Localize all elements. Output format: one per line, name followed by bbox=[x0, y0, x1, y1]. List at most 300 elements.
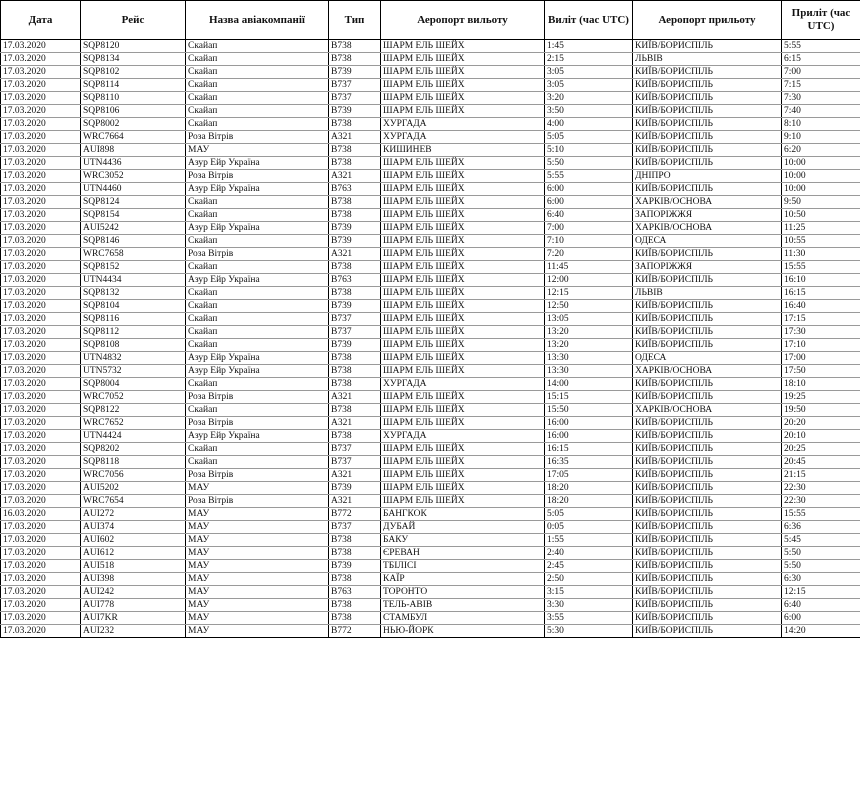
cell-arrival-time: 20:45 bbox=[782, 456, 860, 469]
cell-airline: Азур Ейр Україна bbox=[186, 365, 329, 378]
cell-departure-time: 0:05 bbox=[545, 521, 633, 534]
cell-date: 17.03.2020 bbox=[1, 235, 81, 248]
cell-arrival-time: 11:30 bbox=[782, 248, 860, 261]
table-row bbox=[1, 521, 860, 534]
cell-date: 17.03.2020 bbox=[1, 196, 81, 209]
cell-type: B739 bbox=[329, 339, 381, 352]
cell-airline: Азур Ейр Україна bbox=[186, 157, 329, 170]
cell-airline: МАУ bbox=[186, 534, 329, 547]
cell-departure-airport: ШАРМ ЕЛЬ ШЕЙХ bbox=[381, 417, 545, 430]
cell-airline: МАУ bbox=[186, 599, 329, 612]
table-row bbox=[1, 105, 860, 118]
column-header-departure-airport: Аеропорт вильоту bbox=[381, 1, 545, 40]
cell-departure-time: 17:05 bbox=[545, 469, 633, 482]
cell-arrival-time: 6:20 bbox=[782, 144, 860, 157]
cell-departure-time: 5:55 bbox=[545, 170, 633, 183]
cell-type: B738 bbox=[329, 352, 381, 365]
cell-airline: Роза Вітрів bbox=[186, 417, 329, 430]
cell-arrival-time: 15:55 bbox=[782, 508, 860, 521]
cell-flight: AUI242 bbox=[81, 586, 186, 599]
cell-departure-airport: ШАРМ ЕЛЬ ШЕЙХ bbox=[381, 92, 545, 105]
cell-flight: SQP8134 bbox=[81, 53, 186, 66]
cell-departure-time: 12:50 bbox=[545, 300, 633, 313]
cell-flight: AUI778 bbox=[81, 599, 186, 612]
cell-flight: WRC7056 bbox=[81, 469, 186, 482]
cell-departure-time: 13:20 bbox=[545, 339, 633, 352]
cell-airline: Скайап bbox=[186, 261, 329, 274]
cell-flight: SQP8112 bbox=[81, 326, 186, 339]
cell-departure-airport: ШАРМ ЕЛЬ ШЕЙХ bbox=[381, 313, 545, 326]
cell-airline: Роза Вітрів bbox=[186, 170, 329, 183]
cell-arrival-airport: КИЇВ/БОРИСПІЛЬ bbox=[633, 274, 782, 287]
cell-arrival-time: 6:30 bbox=[782, 573, 860, 586]
table-row bbox=[1, 274, 860, 287]
cell-arrival-time: 6:40 bbox=[782, 599, 860, 612]
cell-date: 17.03.2020 bbox=[1, 560, 81, 573]
cell-type: A321 bbox=[329, 391, 381, 404]
cell-flight: SQP8104 bbox=[81, 300, 186, 313]
cell-departure-time: 4:00 bbox=[545, 118, 633, 131]
cell-arrival-time: 7:00 bbox=[782, 66, 860, 79]
cell-departure-airport: ШАРМ ЕЛЬ ШЕЙХ bbox=[381, 235, 545, 248]
cell-flight: AUI272 bbox=[81, 508, 186, 521]
cell-departure-airport: ШАРМ ЕЛЬ ШЕЙХ bbox=[381, 365, 545, 378]
cell-airline: Роза Вітрів bbox=[186, 469, 329, 482]
cell-airline: Скайап bbox=[186, 339, 329, 352]
cell-arrival-time: 16:40 bbox=[782, 300, 860, 313]
cell-departure-time: 2:15 bbox=[545, 53, 633, 66]
cell-departure-time: 13:30 bbox=[545, 365, 633, 378]
table-row bbox=[1, 326, 860, 339]
cell-type: A321 bbox=[329, 495, 381, 508]
cell-airline: Скайап bbox=[186, 287, 329, 300]
cell-arrival-time: 22:30 bbox=[782, 482, 860, 495]
cell-airline: Азур Ейр Україна bbox=[186, 352, 329, 365]
cell-airline: Скайап bbox=[186, 79, 329, 92]
cell-arrival-time: 10:00 bbox=[782, 183, 860, 196]
table-row bbox=[1, 482, 860, 495]
cell-type: B738 bbox=[329, 599, 381, 612]
cell-departure-time: 18:20 bbox=[545, 482, 633, 495]
cell-flight: AUI518 bbox=[81, 560, 186, 573]
cell-type: B737 bbox=[329, 456, 381, 469]
cell-departure-airport: БАКУ bbox=[381, 534, 545, 547]
cell-flight: SQP8102 bbox=[81, 66, 186, 79]
cell-departure-airport: ХУРГАДА bbox=[381, 430, 545, 443]
table-row bbox=[1, 417, 860, 430]
cell-departure-airport: ШАРМ ЕЛЬ ШЕЙХ bbox=[381, 352, 545, 365]
cell-departure-time: 3:30 bbox=[545, 599, 633, 612]
cell-flight: SQP8202 bbox=[81, 443, 186, 456]
cell-arrival-time: 17:50 bbox=[782, 365, 860, 378]
cell-flight: SQP8118 bbox=[81, 456, 186, 469]
cell-arrival-airport: КИЇВ/БОРИСПІЛЬ bbox=[633, 586, 782, 599]
cell-departure-airport: СТАМБУЛ bbox=[381, 612, 545, 625]
cell-flight: SQP8152 bbox=[81, 261, 186, 274]
cell-arrival-airport: КИЇВ/БОРИСПІЛЬ bbox=[633, 300, 782, 313]
cell-arrival-time: 5:55 bbox=[782, 40, 860, 53]
cell-departure-airport: ШАРМ ЕЛЬ ШЕЙХ bbox=[381, 274, 545, 287]
cell-arrival-time: 21:15 bbox=[782, 469, 860, 482]
cell-arrival-airport: КИЇВ/БОРИСПІЛЬ bbox=[633, 625, 782, 638]
cell-departure-airport: ШАРМ ЕЛЬ ШЕЙХ bbox=[381, 183, 545, 196]
cell-arrival-airport: КИЇВ/БОРИСПІЛЬ bbox=[633, 105, 782, 118]
cell-departure-time: 3:55 bbox=[545, 612, 633, 625]
cell-departure-time: 3:15 bbox=[545, 586, 633, 599]
cell-date: 17.03.2020 bbox=[1, 66, 81, 79]
cell-date: 17.03.2020 bbox=[1, 443, 81, 456]
cell-date: 17.03.2020 bbox=[1, 118, 81, 131]
cell-departure-airport: ШАРМ ЕЛЬ ШЕЙХ bbox=[381, 339, 545, 352]
cell-date: 17.03.2020 bbox=[1, 521, 81, 534]
cell-type: B737 bbox=[329, 443, 381, 456]
cell-type: B738 bbox=[329, 209, 381, 222]
cell-arrival-airport: КИЇВ/БОРИСПІЛЬ bbox=[633, 417, 782, 430]
table-row bbox=[1, 313, 860, 326]
cell-type: B738 bbox=[329, 196, 381, 209]
cell-departure-time: 13:05 bbox=[545, 313, 633, 326]
cell-type: B763 bbox=[329, 586, 381, 599]
cell-departure-airport: ШАРМ ЕЛЬ ШЕЙХ bbox=[381, 404, 545, 417]
cell-type: B738 bbox=[329, 547, 381, 560]
table-row bbox=[1, 573, 860, 586]
cell-departure-airport: ТЕЛЬ-АВІВ bbox=[381, 599, 545, 612]
cell-airline: Скайап bbox=[186, 118, 329, 131]
cell-arrival-airport: КИЇВ/БОРИСПІЛЬ bbox=[633, 326, 782, 339]
cell-type: A321 bbox=[329, 131, 381, 144]
cell-airline: Скайап bbox=[186, 313, 329, 326]
cell-airline: Скайап bbox=[186, 443, 329, 456]
cell-date: 17.03.2020 bbox=[1, 469, 81, 482]
cell-type: B737 bbox=[329, 521, 381, 534]
cell-departure-time: 1:55 bbox=[545, 534, 633, 547]
cell-flight: SQP8132 bbox=[81, 287, 186, 300]
cell-departure-time: 5:50 bbox=[545, 157, 633, 170]
cell-date: 17.03.2020 bbox=[1, 586, 81, 599]
cell-airline: Роза Вітрів bbox=[186, 131, 329, 144]
cell-airline: Азур Ейр Україна bbox=[186, 274, 329, 287]
table-row bbox=[1, 508, 860, 521]
cell-departure-airport: БАНГКОК bbox=[381, 508, 545, 521]
cell-type: A321 bbox=[329, 417, 381, 430]
cell-date: 17.03.2020 bbox=[1, 326, 81, 339]
cell-date: 17.03.2020 bbox=[1, 339, 81, 352]
column-header-departure-time: Виліт (час UTC) bbox=[545, 1, 633, 40]
cell-departure-time: 14:00 bbox=[545, 378, 633, 391]
cell-arrival-airport: ОДЕСА bbox=[633, 352, 782, 365]
cell-flight: SQP8110 bbox=[81, 92, 186, 105]
cell-date: 17.03.2020 bbox=[1, 456, 81, 469]
cell-arrival-airport: КИЇВ/БОРИСПІЛЬ bbox=[633, 144, 782, 157]
table-row bbox=[1, 248, 860, 261]
table-row bbox=[1, 222, 860, 235]
table-row bbox=[1, 92, 860, 105]
cell-arrival-time: 8:10 bbox=[782, 118, 860, 131]
cell-arrival-airport: КИЇВ/БОРИСПІЛЬ bbox=[633, 521, 782, 534]
cell-arrival-time: 5:45 bbox=[782, 534, 860, 547]
cell-departure-time: 11:45 bbox=[545, 261, 633, 274]
cell-type: B738 bbox=[329, 430, 381, 443]
cell-airline: Азур Ейр Україна bbox=[186, 183, 329, 196]
table-row bbox=[1, 196, 860, 209]
cell-airline: МАУ bbox=[186, 625, 329, 638]
cell-date: 17.03.2020 bbox=[1, 157, 81, 170]
cell-arrival-time: 14:20 bbox=[782, 625, 860, 638]
cell-departure-airport: ШАРМ ЕЛЬ ШЕЙХ bbox=[381, 261, 545, 274]
table-body bbox=[1, 40, 860, 638]
cell-arrival-airport: КИЇВ/БОРИСПІЛЬ bbox=[633, 482, 782, 495]
cell-flight: SQP8004 bbox=[81, 378, 186, 391]
cell-departure-airport: КИШИНЕВ bbox=[381, 144, 545, 157]
cell-arrival-airport: КИЇВ/БОРИСПІЛЬ bbox=[633, 118, 782, 131]
cell-departure-airport: ШАРМ ЕЛЬ ШЕЙХ bbox=[381, 157, 545, 170]
cell-arrival-time: 11:25 bbox=[782, 222, 860, 235]
cell-arrival-time: 7:15 bbox=[782, 79, 860, 92]
cell-date: 17.03.2020 bbox=[1, 534, 81, 547]
cell-flight: WRC7052 bbox=[81, 391, 186, 404]
cell-arrival-airport: ЛЬВІВ bbox=[633, 287, 782, 300]
cell-type: B738 bbox=[329, 118, 381, 131]
cell-departure-time: 12:15 bbox=[545, 287, 633, 300]
cell-flight: SQP8146 bbox=[81, 235, 186, 248]
cell-airline: Скайап bbox=[186, 53, 329, 66]
cell-arrival-airport: КИЇВ/БОРИСПІЛЬ bbox=[633, 157, 782, 170]
cell-flight: SQP8106 bbox=[81, 105, 186, 118]
cell-flight: AUI232 bbox=[81, 625, 186, 638]
cell-date: 17.03.2020 bbox=[1, 625, 81, 638]
table-row bbox=[1, 560, 860, 573]
cell-departure-airport: ШАРМ ЕЛЬ ШЕЙХ bbox=[381, 456, 545, 469]
cell-departure-airport: ТОРОНТО bbox=[381, 586, 545, 599]
table-row bbox=[1, 170, 860, 183]
cell-arrival-airport: ЛЬВІВ bbox=[633, 53, 782, 66]
cell-date: 17.03.2020 bbox=[1, 378, 81, 391]
cell-arrival-airport: КИЇВ/БОРИСПІЛЬ bbox=[633, 248, 782, 261]
cell-departure-time: 5:30 bbox=[545, 625, 633, 638]
cell-arrival-airport: ХАРКІВ/ОСНОВА bbox=[633, 222, 782, 235]
table-header-row bbox=[1, 1, 860, 40]
cell-date: 17.03.2020 bbox=[1, 313, 81, 326]
cell-airline: МАУ bbox=[186, 612, 329, 625]
cell-type: B739 bbox=[329, 222, 381, 235]
column-header-arrival-airport: Аеропорт прильоту bbox=[633, 1, 782, 40]
table-row bbox=[1, 131, 860, 144]
cell-departure-airport: ШАРМ ЕЛЬ ШЕЙХ bbox=[381, 209, 545, 222]
cell-airline: Скайап bbox=[186, 105, 329, 118]
cell-departure-airport: НЬЮ-ЙОРК bbox=[381, 625, 545, 638]
cell-date: 17.03.2020 bbox=[1, 573, 81, 586]
cell-arrival-time: 10:55 bbox=[782, 235, 860, 248]
cell-flight: AUI898 bbox=[81, 144, 186, 157]
cell-departure-airport: ШАРМ ЕЛЬ ШЕЙХ bbox=[381, 79, 545, 92]
cell-arrival-time: 20:25 bbox=[782, 443, 860, 456]
cell-type: B737 bbox=[329, 92, 381, 105]
cell-airline: Азур Ейр Україна bbox=[186, 222, 329, 235]
cell-type: B763 bbox=[329, 274, 381, 287]
cell-departure-airport: ШАРМ ЕЛЬ ШЕЙХ bbox=[381, 66, 545, 79]
cell-airline: МАУ bbox=[186, 547, 329, 560]
cell-type: B739 bbox=[329, 66, 381, 79]
cell-type: B738 bbox=[329, 612, 381, 625]
cell-date: 17.03.2020 bbox=[1, 248, 81, 261]
cell-arrival-airport: КИЇВ/БОРИСПІЛЬ bbox=[633, 131, 782, 144]
cell-departure-airport: ТБІЛІСІ bbox=[381, 560, 545, 573]
cell-flight: SQP8002 bbox=[81, 118, 186, 131]
cell-type: B738 bbox=[329, 144, 381, 157]
cell-departure-airport: ХУРГАДА bbox=[381, 131, 545, 144]
cell-departure-airport: ШАРМ ЕЛЬ ШЕЙХ bbox=[381, 248, 545, 261]
cell-flight: SQP8108 bbox=[81, 339, 186, 352]
column-header-type: Тип bbox=[329, 1, 381, 40]
cell-type: B739 bbox=[329, 560, 381, 573]
cell-arrival-time: 15:55 bbox=[782, 261, 860, 274]
table-row bbox=[1, 443, 860, 456]
cell-airline: Скайап bbox=[186, 66, 329, 79]
cell-departure-airport: ХУРГАДА bbox=[381, 378, 545, 391]
cell-date: 17.03.2020 bbox=[1, 547, 81, 560]
cell-arrival-time: 19:25 bbox=[782, 391, 860, 404]
cell-flight: WRC7658 bbox=[81, 248, 186, 261]
cell-departure-airport: ШАРМ ЕЛЬ ШЕЙХ bbox=[381, 326, 545, 339]
cell-flight: UTN4832 bbox=[81, 352, 186, 365]
cell-departure-airport: ШАРМ ЕЛЬ ШЕЙХ bbox=[381, 469, 545, 482]
cell-arrival-airport: КИЇВ/БОРИСПІЛЬ bbox=[633, 378, 782, 391]
cell-date: 17.03.2020 bbox=[1, 183, 81, 196]
cell-flight: WRC7664 bbox=[81, 131, 186, 144]
cell-date: 17.03.2020 bbox=[1, 144, 81, 157]
column-header-date: Дата bbox=[1, 1, 81, 40]
cell-arrival-airport: ХАРКІВ/ОСНОВА bbox=[633, 404, 782, 417]
table-row bbox=[1, 209, 860, 222]
table-row bbox=[1, 66, 860, 79]
cell-arrival-airport: КИЇВ/БОРИСПІЛЬ bbox=[633, 430, 782, 443]
cell-arrival-airport: КИЇВ/БОРИСПІЛЬ bbox=[633, 40, 782, 53]
cell-arrival-time: 9:10 bbox=[782, 131, 860, 144]
cell-arrival-time: 5:50 bbox=[782, 547, 860, 560]
cell-departure-time: 5:10 bbox=[545, 144, 633, 157]
cell-arrival-time: 17:00 bbox=[782, 352, 860, 365]
cell-departure-airport: ХУРГАДА bbox=[381, 118, 545, 131]
cell-arrival-time: 20:20 bbox=[782, 417, 860, 430]
cell-date: 17.03.2020 bbox=[1, 274, 81, 287]
cell-airline: Скайап bbox=[186, 378, 329, 391]
cell-airline: Роза Вітрів bbox=[186, 495, 329, 508]
table-row bbox=[1, 53, 860, 66]
table-row bbox=[1, 365, 860, 378]
cell-arrival-airport: КИЇВ/БОРИСПІЛЬ bbox=[633, 573, 782, 586]
cell-date: 17.03.2020 bbox=[1, 365, 81, 378]
cell-airline: Скайап bbox=[186, 92, 329, 105]
cell-arrival-time: 16:15 bbox=[782, 287, 860, 300]
cell-type: B737 bbox=[329, 326, 381, 339]
cell-departure-airport: ШАРМ ЕЛЬ ШЕЙХ bbox=[381, 196, 545, 209]
cell-flight: AUI398 bbox=[81, 573, 186, 586]
cell-departure-airport: ШАРМ ЕЛЬ ШЕЙХ bbox=[381, 443, 545, 456]
table-row bbox=[1, 430, 860, 443]
cell-flight: SQP8114 bbox=[81, 79, 186, 92]
cell-type: B739 bbox=[329, 300, 381, 313]
cell-flight: AUI7KR bbox=[81, 612, 186, 625]
cell-airline: Азур Ейр Україна bbox=[186, 430, 329, 443]
cell-departure-time: 3:50 bbox=[545, 105, 633, 118]
cell-arrival-airport: КИЇВ/БОРИСПІЛЬ bbox=[633, 92, 782, 105]
cell-type: B738 bbox=[329, 53, 381, 66]
cell-date: 17.03.2020 bbox=[1, 430, 81, 443]
cell-type: B739 bbox=[329, 235, 381, 248]
cell-airline: Роза Вітрів bbox=[186, 391, 329, 404]
cell-date: 17.03.2020 bbox=[1, 287, 81, 300]
cell-departure-airport: ШАРМ ЕЛЬ ШЕЙХ bbox=[381, 40, 545, 53]
cell-departure-time: 3:05 bbox=[545, 79, 633, 92]
cell-departure-time: 16:00 bbox=[545, 417, 633, 430]
cell-type: A321 bbox=[329, 170, 381, 183]
cell-flight: AUI374 bbox=[81, 521, 186, 534]
cell-arrival-airport: КИЇВ/БОРИСПІЛЬ bbox=[633, 547, 782, 560]
cell-arrival-time: 6:15 bbox=[782, 53, 860, 66]
cell-arrival-time: 6:36 bbox=[782, 521, 860, 534]
cell-arrival-time: 5:50 bbox=[782, 560, 860, 573]
cell-date: 17.03.2020 bbox=[1, 417, 81, 430]
cell-date: 17.03.2020 bbox=[1, 300, 81, 313]
cell-arrival-airport: ХАРКІВ/ОСНОВА bbox=[633, 365, 782, 378]
table-row bbox=[1, 157, 860, 170]
cell-airline: Скайап bbox=[186, 40, 329, 53]
cell-date: 17.03.2020 bbox=[1, 599, 81, 612]
table-row bbox=[1, 391, 860, 404]
cell-type: B763 bbox=[329, 183, 381, 196]
cell-type: B772 bbox=[329, 625, 381, 638]
cell-arrival-time: 12:15 bbox=[782, 586, 860, 599]
cell-airline: Скайап bbox=[186, 235, 329, 248]
table-row bbox=[1, 547, 860, 560]
cell-date: 17.03.2020 bbox=[1, 40, 81, 53]
cell-departure-airport: ШАРМ ЕЛЬ ШЕЙХ bbox=[381, 482, 545, 495]
cell-departure-time: 16:35 bbox=[545, 456, 633, 469]
cell-arrival-airport: КИЇВ/БОРИСПІЛЬ bbox=[633, 612, 782, 625]
table-row bbox=[1, 144, 860, 157]
cell-arrival-time: 7:40 bbox=[782, 105, 860, 118]
cell-date: 17.03.2020 bbox=[1, 209, 81, 222]
cell-departure-time: 5:05 bbox=[545, 508, 633, 521]
cell-type: A321 bbox=[329, 248, 381, 261]
cell-arrival-airport: КИЇВ/БОРИСПІЛЬ bbox=[633, 183, 782, 196]
cell-type: B738 bbox=[329, 365, 381, 378]
cell-date: 17.03.2020 bbox=[1, 105, 81, 118]
cell-departure-time: 7:00 bbox=[545, 222, 633, 235]
table-row bbox=[1, 352, 860, 365]
cell-departure-time: 18:20 bbox=[545, 495, 633, 508]
cell-departure-time: 3:05 bbox=[545, 66, 633, 79]
cell-airline: МАУ bbox=[186, 508, 329, 521]
cell-departure-airport: ШАРМ ЕЛЬ ШЕЙХ bbox=[381, 391, 545, 404]
cell-arrival-airport: ОДЕСА bbox=[633, 235, 782, 248]
cell-date: 17.03.2020 bbox=[1, 612, 81, 625]
cell-flight: WRC3052 bbox=[81, 170, 186, 183]
table-row bbox=[1, 261, 860, 274]
cell-type: B738 bbox=[329, 404, 381, 417]
table-row bbox=[1, 287, 860, 300]
cell-flight: SQP8122 bbox=[81, 404, 186, 417]
cell-flight: SQP8124 bbox=[81, 196, 186, 209]
cell-departure-airport: ШАРМ ЕЛЬ ШЕЙХ bbox=[381, 300, 545, 313]
cell-arrival-airport: КИЇВ/БОРИСПІЛЬ bbox=[633, 469, 782, 482]
cell-type: B739 bbox=[329, 105, 381, 118]
cell-arrival-time: 18:10 bbox=[782, 378, 860, 391]
cell-date: 17.03.2020 bbox=[1, 131, 81, 144]
table-row bbox=[1, 79, 860, 92]
cell-departure-airport: ШАРМ ЕЛЬ ШЕЙХ bbox=[381, 53, 545, 66]
table-row bbox=[1, 378, 860, 391]
